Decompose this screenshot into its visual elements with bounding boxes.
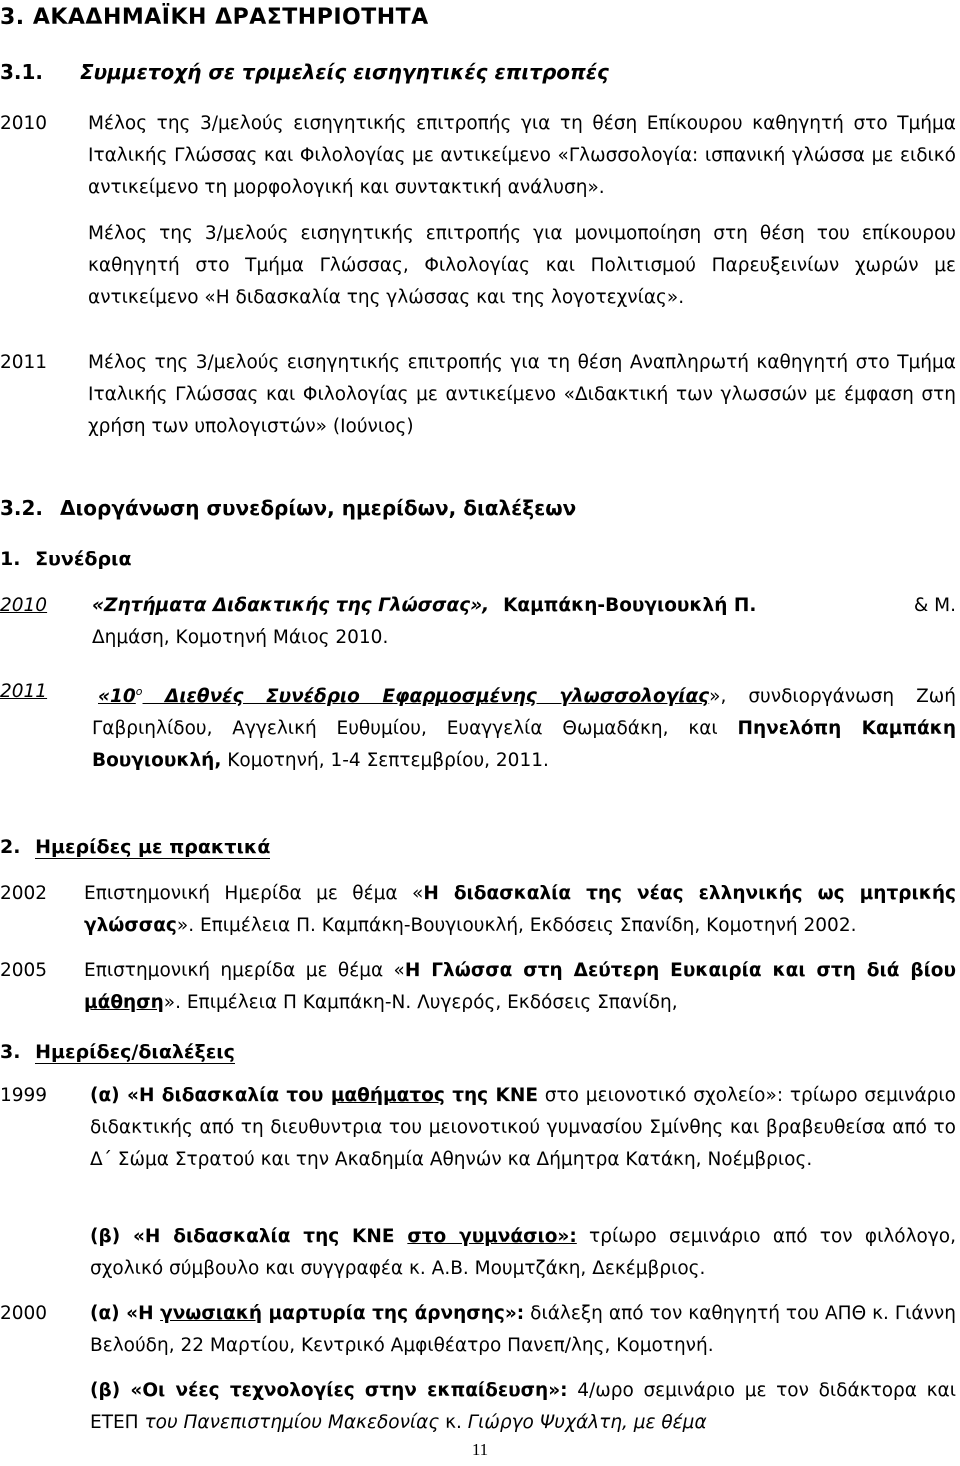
conference-title-sup: ο xyxy=(135,685,143,698)
section-title: 3. ΑΚΑΔΗΜΑΪΚΗ ΔΡΑΣΤΗΡΙΟΤΗΤΑ xyxy=(0,5,429,30)
entry-text-bold-underline: μαθήματος xyxy=(330,1085,445,1106)
workshops-heading xyxy=(0,831,270,863)
entry-text: Μέλος της 3/μελούς εισηγητικής επιτροπής για τη θέση Επίκουρου καθηγητή στο Τμήμα Ιταλικής Γλώσσας και Φιλολογίας με αντικείμενο «Γλωσσολογία: ισπανική γλώσσα με ειδικό αντικείμενο τη μορφολογική και συντακτική ανάλυση». xyxy=(88,113,956,198)
conference-organizers-cont: & Μ. xyxy=(913,595,956,616)
conference-organizers: Καμπάκη-Βουγιουκλή Π. xyxy=(503,595,757,616)
entry-text xyxy=(90,1298,956,1362)
heading-number: 1. xyxy=(0,548,21,570)
entry-text-bold: Η Γλώσσα στη Δεύτερη Ευκαιρία και στη διά βίου xyxy=(404,960,956,981)
entry-text xyxy=(90,1221,956,1285)
lecture-entry xyxy=(0,1375,960,1439)
page-number: 11 xyxy=(471,1440,489,1459)
entry-text-bold: (α) «Η xyxy=(90,1303,161,1324)
conference-title-post: Διεθνές Συνέδριο Εφαρμοσμένης γλωσσολογίας xyxy=(142,686,710,708)
entry-text-bold-underline: στο γυμνάσιο»: xyxy=(407,1226,577,1247)
entry-text-bold: (β) «Οι νέες τεχνολογίες στην εκπαίδευση»: xyxy=(90,1380,568,1401)
conference-title-pre: «10 xyxy=(98,686,136,708)
entry-text-part: κ. xyxy=(439,1412,468,1433)
entry-text-part: τρίωρο σεμινάριο από τον φιλόλογο, σχολικό σύμβουλο και συγγραφέα κ. Α.Β. Μουμτζάκη, Δεκέμβριος. xyxy=(90,1226,957,1279)
entry-text xyxy=(90,1375,956,1439)
lectures-heading xyxy=(0,1036,235,1068)
entry-text-part: Επιστημονική Ημερίδα με θέμα « xyxy=(84,883,424,904)
heading-title: Συνέδρια xyxy=(35,548,132,570)
heading-number: 3. xyxy=(0,1041,21,1063)
heading-number: 2. xyxy=(0,836,21,858)
subsection-title: Διοργάνωση συνεδρίων, ημερίδων, διαλέξεων xyxy=(60,496,577,520)
entry-text: Μέλος της 3/μελούς εισηγητικής επιτροπής για τη θέση Αναπληρωτή καθηγητή στο Τμήμα Ιταλικής Γλώσσας και Φιλολογίας με αντικείμενο «Διδακτική των γλωσσών με έμφαση στη χρήση των υπολογιστών» (Ιούνιος) xyxy=(88,352,956,437)
entry-text-part: διάλεξη από τον καθηγητή του ΑΠΘ κ. Γιάννη Βελούδη, 22 Μαρτίου, Κεντρικό Αμφιθέατρο Πανεπ/λης, Κομοτηνή. xyxy=(90,1303,956,1356)
subsection-number: 3.2. xyxy=(0,496,44,520)
conference-title: «Ζητήματα Διδακτικής της Γλώσσας», xyxy=(92,595,490,616)
entry-year: 2011 xyxy=(0,352,48,373)
entry-text-bold-underline: γνωσιακή xyxy=(160,1303,263,1324)
conference-details: Δημάση, Κομοτηνή Μάιος 2010. xyxy=(92,627,389,648)
entry-text-part: ». Επιμέλεια Π Καμπάκη-Ν. Λυγερός, Εκδόσεις Σπανίδη, xyxy=(163,992,678,1013)
entry-text xyxy=(84,878,956,942)
entry-text-bold: της ΚΝΕ xyxy=(444,1085,538,1106)
entry-year: 2000 xyxy=(0,1303,48,1324)
entry-text-part: ». Επιμέλεια Π. Καμπάκη-Βουγιουκλή, Εκδόσεις Σπανίδη, Κομοτηνή 2002. xyxy=(176,915,857,936)
entry-text-part: στο μειονοτικό σχολείο»: τρίωρο σεμινάριο διδακτικής από τη διευθυντρια του μειονοτικού γυμνασίου Σμίνθης και βραβευθείσα από το Δ΄ Σώμα Στρατού και την Ακαδημία Αθηνών κα Δήμητρα Κατάκη, Νοέμβριος. xyxy=(90,1085,956,1170)
entry-text-bold: (β) «Η διδασκαλία της ΚΝΕ xyxy=(90,1226,408,1247)
entry-text-italic: του Πανεπιστημίου Μακεδονίας xyxy=(144,1412,440,1433)
entry-text-bold: Η διδασκαλία της νέας ελληνικής ως μητρικής γλώσσας xyxy=(84,883,956,936)
entry-text-bold: μαρτυρία της άρνησης»: xyxy=(262,1303,525,1324)
entry-line-left xyxy=(92,590,756,622)
entry-text xyxy=(90,1080,956,1176)
entry-text: Μέλος της 3/μελούς εισηγητικής επιτροπής για μονιμοποίηση στη θέση του επίκουρου καθηγητή στο Τμήμα Γλώσσας, Φιλολογίας και Πολιτισμού Παρευξεινίων χωρών με αντικείμενο «Η διδασκαλία της γλώσσας και της λογοτεχνίας». xyxy=(88,223,956,308)
entry-year: 1999 xyxy=(0,1085,48,1106)
conferences-heading xyxy=(0,543,132,575)
conference-name-bold: Πηνελόπη Καμπάκη Βουγιουκλή, xyxy=(92,718,957,772)
entry-text-bold-underline: μάθηση xyxy=(84,992,164,1013)
entry-text-part: Επιστημονική ημερίδα με θέμα « xyxy=(84,960,405,981)
entry-year: 2010 xyxy=(0,595,48,616)
subsection-3-1-heading xyxy=(0,56,609,88)
entry-year: 2011 xyxy=(0,681,48,702)
entry-text-part: 4/ωρο σεμινάριο με τον διδάκτορα και ΕΤΕΠ xyxy=(90,1380,956,1433)
entry-line xyxy=(92,590,956,622)
entry-year: 2005 xyxy=(0,960,48,981)
conference-title-wrap xyxy=(98,686,709,707)
entry-year: 2010 xyxy=(0,113,48,134)
entry-year: 2002 xyxy=(0,883,48,904)
heading-title: Ημερίδες με πρακτικά xyxy=(35,836,271,858)
entry-text-bold: (α) «Η διδασκαλία του xyxy=(90,1085,331,1106)
conference-text: », συνδιοργάνωση Ζωή Γαβριηλίδου, Αγγελική Ευθυμίου, Ευαγγελία Θωμαδάκη, και xyxy=(92,686,956,740)
entry-text-italic: Γιώργο Ψυχάλτη, με θέμα xyxy=(467,1412,707,1433)
subsection-3-2-heading xyxy=(0,492,576,524)
entry-text xyxy=(92,590,956,654)
conference-text-end: Κομοτηνή, 1-4 Σεπτεμβρίου, 2011. xyxy=(221,750,549,772)
heading-title: Ημερίδες/διαλέξεις xyxy=(35,1041,235,1063)
entry-text xyxy=(84,955,956,1019)
entry-text xyxy=(92,676,956,777)
subsection-title: Συμμετοχή σε τριμελείς εισηγητικές επιτροπές xyxy=(80,60,609,84)
subsection-number: 3.1. xyxy=(0,60,44,84)
